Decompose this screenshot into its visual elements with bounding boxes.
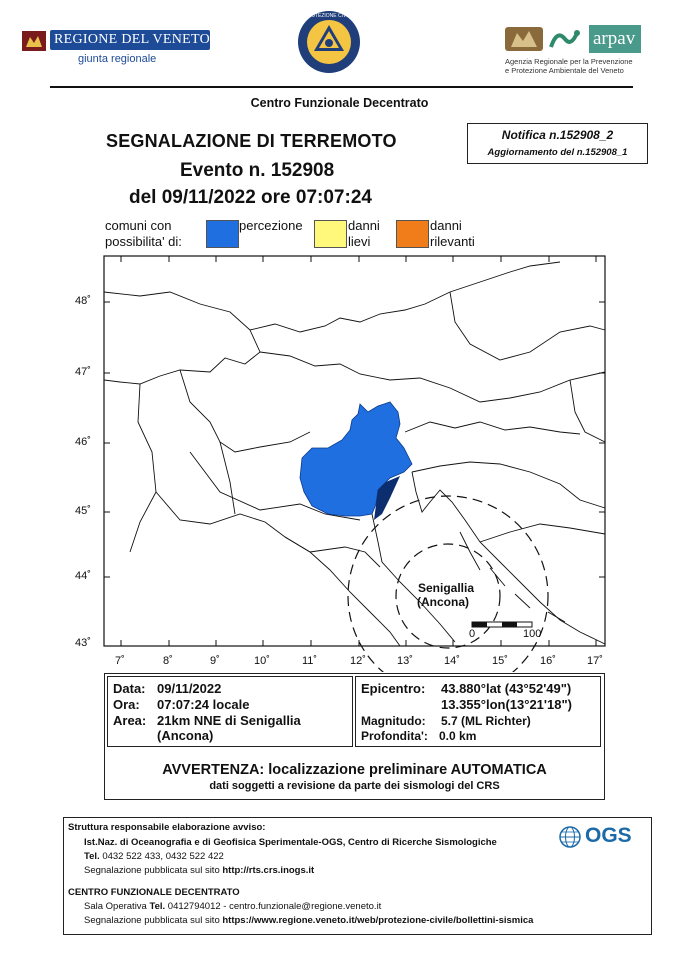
legend-label-2: possibilita' di: <box>105 234 182 249</box>
map-svg <box>60 252 620 672</box>
globe-icon <box>559 826 581 848</box>
epicentre-label: Epicentro: <box>361 681 426 696</box>
lon-label-9: 9˚ <box>210 655 220 667</box>
epicentre-lat: 43.880°lat (43°52'49") <box>441 681 572 696</box>
depth-label: Profondita': <box>361 729 428 743</box>
legend-item-major-1: danni <box>430 218 462 233</box>
seal-text: PROTEZIONE CIVILE <box>304 13 354 19</box>
centre-name: Centro Funzionale Decentrato <box>250 96 429 110</box>
legend-label-1: comuni con <box>105 218 172 233</box>
arpav-line2: e Protezione Ambientale del Veneto <box>505 66 624 75</box>
ogs-tel-line <box>84 851 224 862</box>
lon-label-10: 10˚ <box>254 655 270 667</box>
lon-label-7: 7˚ <box>115 655 125 667</box>
event-number: Evento n. 152908 <box>180 160 335 181</box>
magnitude-value: 5.7 (ML Richter) <box>441 714 531 728</box>
arpav-lion-icon <box>505 25 545 53</box>
lon-label-8: 8˚ <box>163 655 173 667</box>
magnitude-label: Magnitudo: <box>361 714 426 728</box>
lon-label-16: 16˚ <box>540 655 556 667</box>
ogs-tel: 0432 522 433, 0432 522 422 <box>102 851 224 862</box>
area-label: Area: <box>113 713 147 728</box>
lat-label-45: 45˚ <box>75 505 91 517</box>
footer-box <box>63 817 652 935</box>
event-datetime: del 09/11/2022 ore 07:07:24 <box>129 187 372 208</box>
legend-swatch-perception <box>206 220 239 248</box>
cfd-site-line <box>84 915 533 926</box>
lon-label-13: 13˚ <box>397 655 413 667</box>
legend-item-perception: percezione <box>239 218 303 233</box>
date-value: 09/11/2022 <box>157 681 222 696</box>
arpav-name: arpav <box>593 28 636 49</box>
cfd-site-label: Segnalazione pubblicata sul sito <box>84 915 220 926</box>
cfd-site-link[interactable]: https://www.regione.veneto.it/web/protezione-civile/bollettini-sismica <box>222 915 534 926</box>
protezione-civile-seal <box>296 9 362 75</box>
ogs-site-link[interactable]: http://rts.crs.inogs.it <box>222 865 315 876</box>
cfd-tel-label: Tel. <box>149 901 166 912</box>
legend-swatch-minor-damage <box>314 220 347 248</box>
time-label: Ora: <box>113 697 140 712</box>
lon-label-15: 15˚ <box>492 655 508 667</box>
scale-end: 100 <box>523 628 542 640</box>
cfd-prefix: Sala Operativa <box>84 901 147 912</box>
notice-number: Notifica n.152908_2 <box>501 128 614 142</box>
scale-start: 0 <box>469 628 476 640</box>
cfd-tel-value: 0412794012 - centro.funzionale@regione.veneto.it <box>167 901 382 912</box>
place-label-sub: (Ancona) <box>417 595 469 609</box>
update-number: Aggiornamento del n.152908_1 <box>487 147 628 158</box>
date-label: Data: <box>113 681 146 696</box>
area-value-2: (Ancona) <box>157 728 214 743</box>
arpav-logo <box>503 25 653 75</box>
notice-box <box>467 123 648 164</box>
legend-item-major-2: rilevanti <box>430 234 475 249</box>
lon-label-12: 12˚ <box>350 655 366 667</box>
lat-label-48: 48˚ <box>75 295 91 307</box>
map <box>60 252 620 672</box>
region-name: REGIONE DEL VENETO <box>54 32 211 47</box>
epicentre-lon: 13.355°lon(13°21'18") <box>441 697 572 712</box>
warning-subtitle: dati soggetti a revisione da parte dei sismologi del CRS <box>209 780 500 792</box>
lat-label-44: 44˚ <box>75 570 91 582</box>
warning-title: AVVERTENZA: localizzazione preliminare AUTOMATICA <box>162 762 547 778</box>
regione-veneto-logo <box>22 28 214 70</box>
depth-value: 0.0 km <box>439 729 477 743</box>
struct-heading: Struttura responsabile elaborazione avviso: <box>68 822 266 833</box>
lat-label-43: 43˚ <box>75 637 91 649</box>
area-value: 21km NNE di Senigallia <box>157 713 301 728</box>
arpav-wave-icon <box>547 25 587 53</box>
legend-swatch-major-damage <box>396 220 429 248</box>
place-label: Senigallia <box>418 581 475 595</box>
header-divider <box>50 86 633 88</box>
cfd-heading: CENTRO FUNZIONALE DECENTRATO <box>68 887 240 898</box>
lon-label-11: 11˚ <box>302 655 318 667</box>
lat-label-46: 46˚ <box>75 436 91 448</box>
lon-label-14: 14˚ <box>444 655 460 667</box>
lon-label-17: 17˚ <box>587 655 603 667</box>
ogs-name: Ist.Naz. di Oceanografia e di Geofisica Sperimentale-OGS, Centro di Ricerche Sismologiche <box>84 837 497 848</box>
arpav-line1: Agenzia Regionale per la Prevenzione <box>505 57 633 66</box>
ogs-logo-text: OGS <box>585 824 632 847</box>
page-title: SEGNALAZIONE DI TERREMOTO <box>106 131 397 151</box>
lion-icon <box>22 31 46 51</box>
lat-label-47: 47˚ <box>75 366 91 378</box>
legend <box>105 218 505 252</box>
ogs-tel-label: Tel. <box>84 851 100 862</box>
cfd-tel-line <box>84 901 381 912</box>
ogs-site-label: Segnalazione pubblicata sul sito <box>84 865 220 876</box>
event-info-box <box>104 673 605 800</box>
legend-item-minor-2: lievi <box>348 234 371 249</box>
ogs-logo <box>559 824 643 850</box>
legend-item-minor-1: danni <box>348 218 380 233</box>
time-value: 07:07:24 locale <box>157 697 250 712</box>
region-subtitle: giunta regionale <box>78 53 157 65</box>
ogs-site-line <box>84 865 314 876</box>
